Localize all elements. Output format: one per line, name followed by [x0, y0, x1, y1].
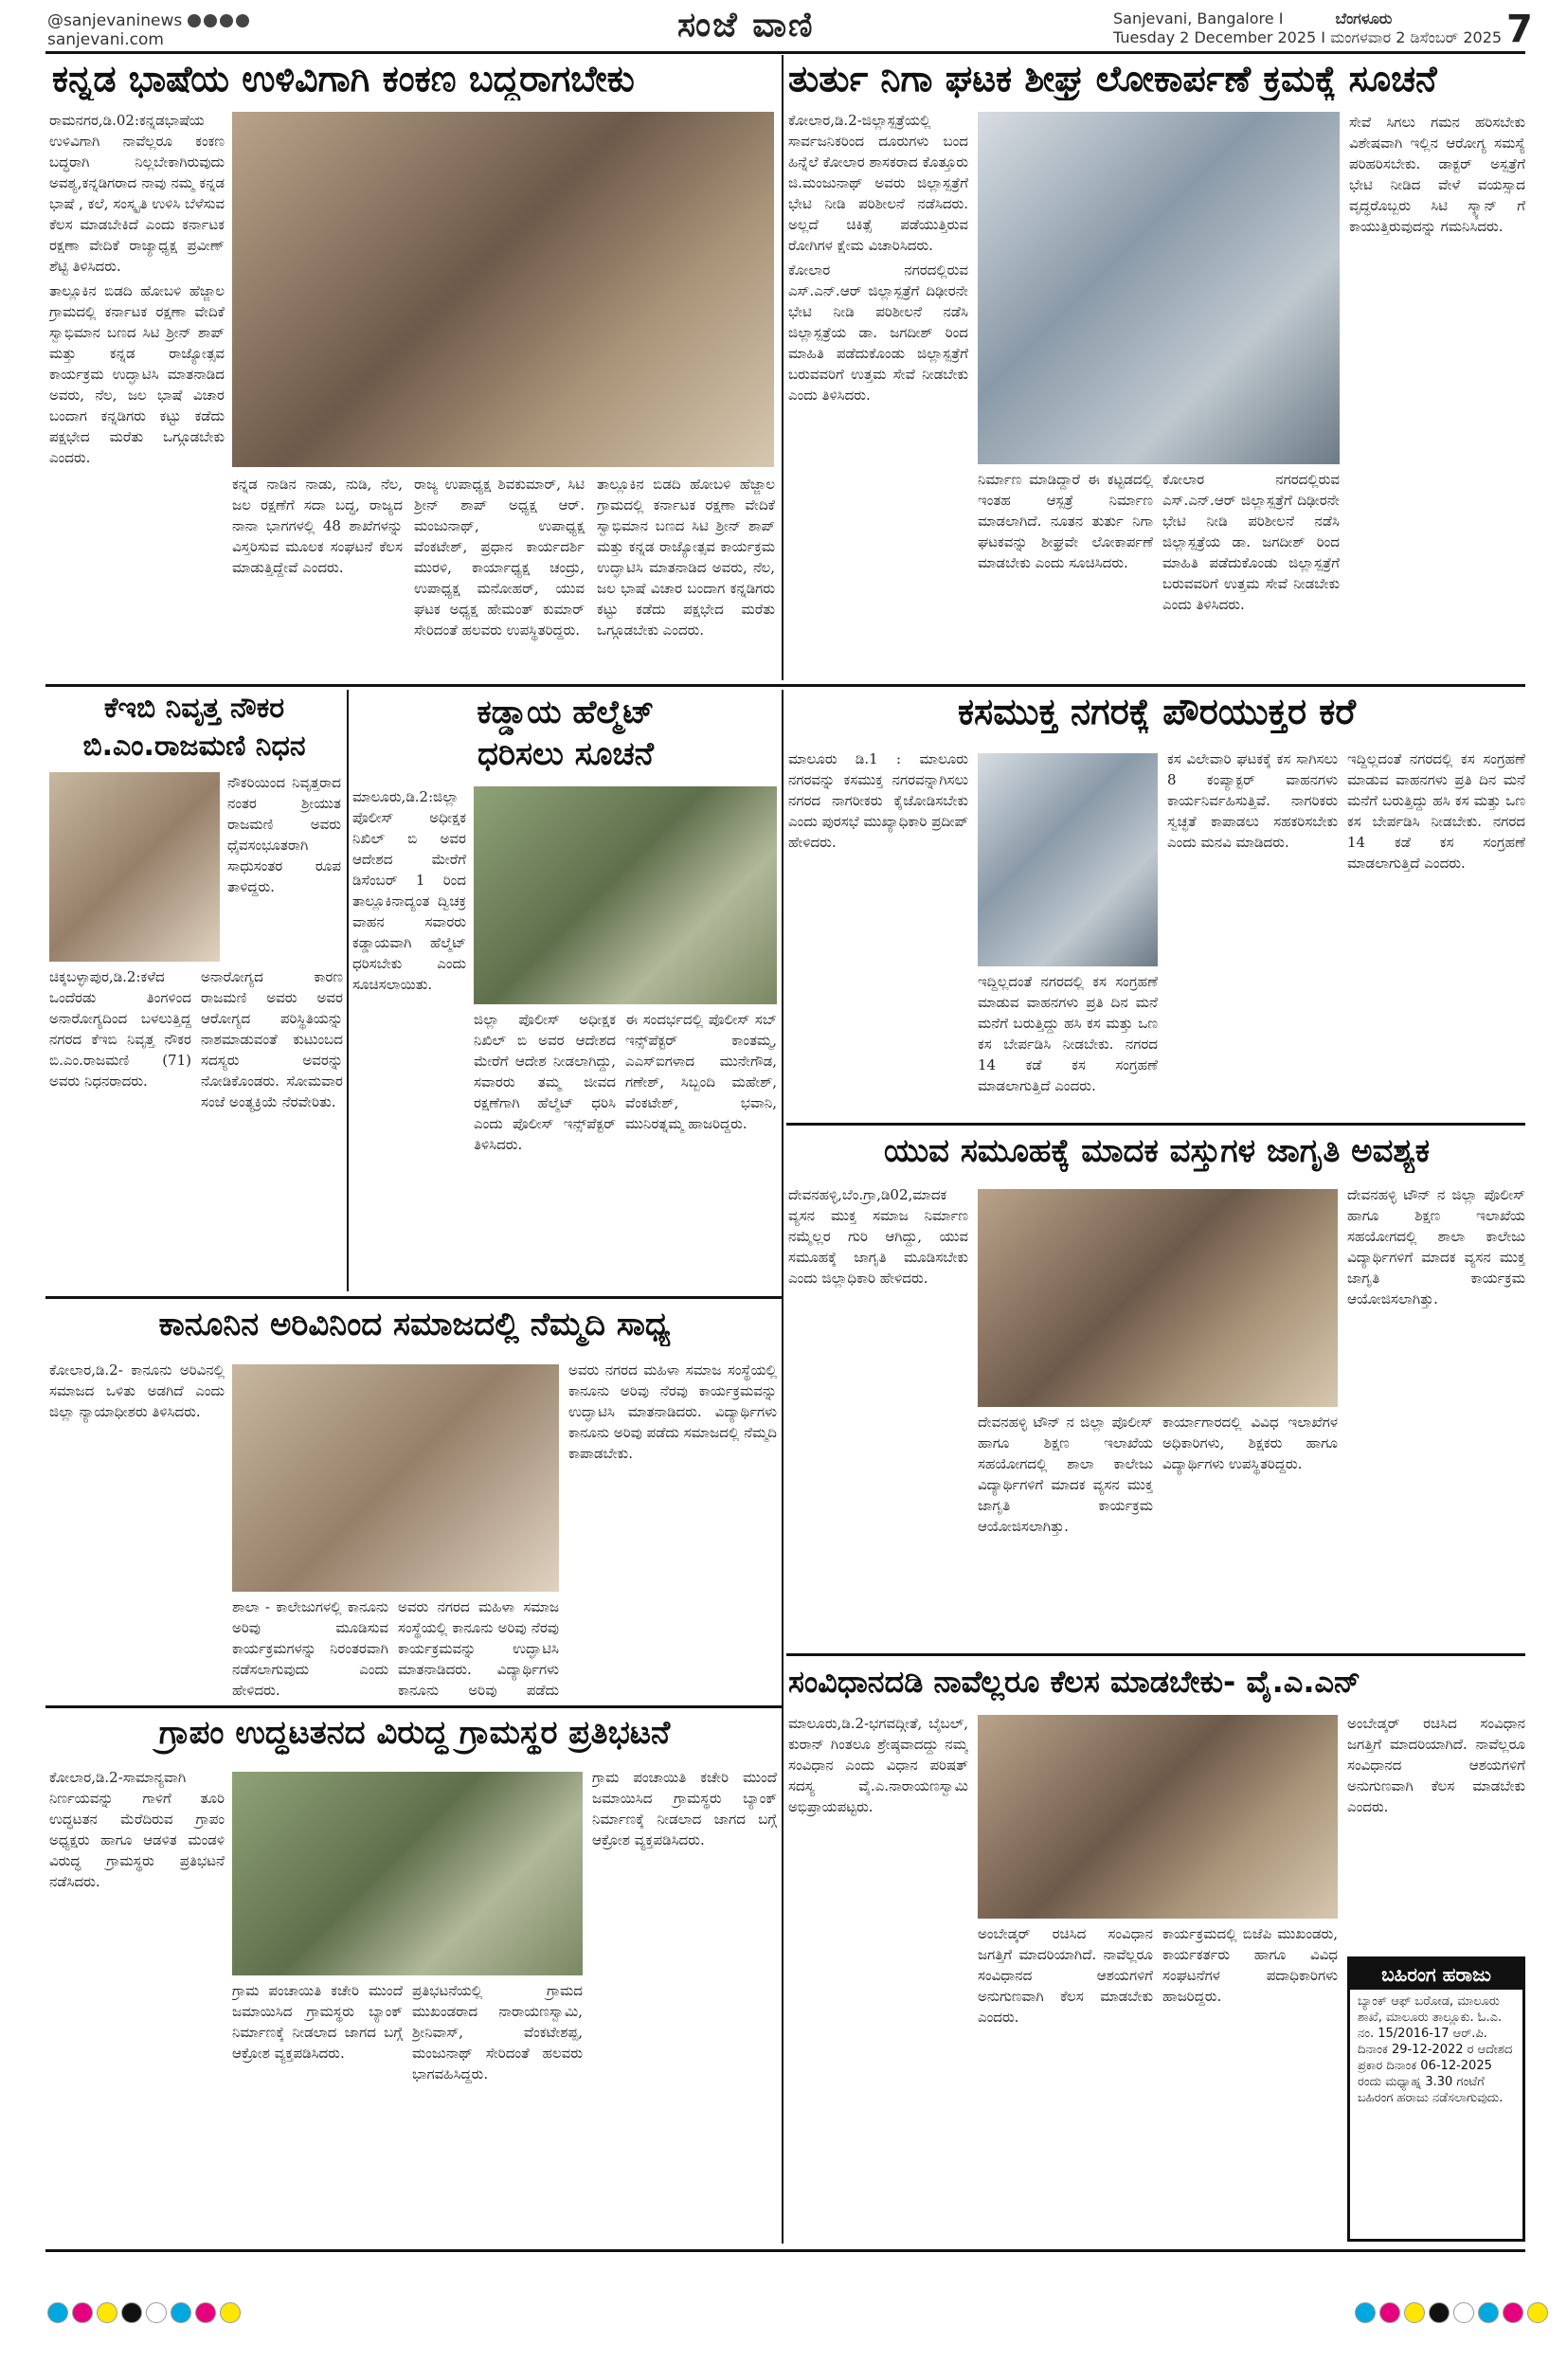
twitter-icon [236, 14, 249, 27]
headline-icu-unit: ತುರ್ತು ನಿಗಾ ಘಟಕ ಶೀಘ್ರ ಲೋಕಾರ್ಪಣೆ ಕ್ರಮಕ್ಕೆ ಸೂಚನೆ [788, 58, 1437, 99]
headline-drug-awareness: ಯುವ ಸಮೂಹಕ್ಕೆ ಮಾದಕ ವಸ್ತುಗಳ ಜಾಗೃತಿ ಅವಶ್ಯಕ [883, 1132, 1431, 1170]
registration-dot [1355, 2302, 1376, 2323]
registration-marks-right [1355, 2302, 1552, 2327]
footer-rule [45, 2249, 1525, 2252]
registration-dot [1503, 2302, 1523, 2323]
law-col-1: ಕೋಲಾರ,ಡಿ.2- ಕಾನೂನು ಅರಿವಿನಲ್ಲಿ ಸಮಾಜದ ಒಳಿತು ಅಡಗಿದೆ ಎಂದು ಜಿಲ್ಲಾ ನ್ಯಾಯಾಧೀಶರು ತಿಳಿಸಿದರು. [49, 1361, 225, 1420]
garbage-col-2: ಇದ್ದಿಲ್ಲದಂತೆ ನಗರದಲ್ಲಿ ಕಸ ಸಂಗ್ರಹಣೆ ಮಾಡುವ ವಾಹನಗಳು ಪ್ರತಿ ದಿನ ಮನೆ ಮನೆಗೆ ಬರುತ್ತಿದ್ದು ಹಸಿ ಕಸ ಮತ್ತು ಒಣ ಕಸ ಬೇರ್ಪಡಿಸಿ ನೀಡಬೇಕು. ನಗರದ 14 ಕಡೆ ಕಸ ಸಂಗ್ರಹಣೆ ಮಾಡಲಾಗುತ್ತಿದೆ ಎಂದರು. [978, 973, 1158, 1094]
protest-col-4: ಗ್ರಾಮ ಪಂಚಾಯಿತಿ ಕಚೇರಿ ಮುಂದೆ ಜಮಾಯಿಸಿದ ಗ್ರಾಮಸ್ಥರು ಬ್ಯಾಂಕ್ ನಿರ್ಮಾಣಕ್ಕೆ ನೀಡಲಾದ ಜಾಗದ ಬಗ್ಗೆ ಆಕ್ರೋಶ ವ್ಯಕ್ತಪಡಿಸಿದರು. [592, 1769, 777, 1848]
obituary-col-3: ಅನಾರೋಗ್ಯದ ಕಾರಣ ರಾಜಮಣಿ ಅವರು ಅವರ ಆರೋಗ್ಯದ ಪರಿಸ್ಥಿತಿಯನ್ನು ನಾಶಮಾಡುವಂತೆ ಕುಟುಂಬದ ಸದಸ್ಯರು ಅವರನ್ನು ನೋಡಿಕೊಂಡರು. ಸೋಮವಾರ ಸಂಜೆ ಅಂತ್ಯಕ್ರಿಯೆ ನೆರವೇರಿತು. [201, 968, 343, 1110]
article-1-col-2: ಕನ್ನಡ ನಾಡಿನ ನಾಡು, ನುಡಿ, ನೆಲ, ಜಲ ರಕ್ಷಣೆಗೆ ಸದಾ ಬದ್ಧ, ರಾಜ್ಯದ ನಾನಾ ಭಾಗಗಳಲ್ಲಿ 48 ಶಾಖೆಗಳನ್ನು ವಿಸ್ತರಿಸುವ ಮೂಲಕ ಸಂಘಟನೆ ಕೆಲಸ ಮಾಡುತ್ತಿದ್ದೇವೆ ಎಂದರು. [232, 476, 403, 576]
masthead: ಸಂಜೆ ವಾಣಿ [677, 6, 815, 45]
photo-constitution-event [978, 1715, 1338, 1919]
drugs-col-4: ದೇವನಹಳ್ಳಿ ಟೌನ್ ನ ಜಿಲ್ಲಾ ಪೊಲೀಸ್ ಹಾಗೂ ಶಿಕ್ಷಣ ಇಲಾಖೆಯ ಸಹಯೋಗದಲ್ಲಿ ಶಾಲಾ ಕಾಲೇಜು ವಿದ್ಯಾರ್ಥಿಗಳಿಗೆ ಮಾದಕ ವ್ಯಸನ ಮುಕ್ತ ಜಾಗೃತಿ ಕಾರ್ಯಕ್ರಮ ಆಯೋಜಿಸಲಾಗಿತ್ತು. [1347, 1186, 1525, 1307]
facebook-icon [188, 14, 201, 27]
helmet-col-3: ಈ ಸಂದರ್ಭದಲ್ಲಿ ಪೊಲೀಸ್ ಸಬ್ ಇನ್ಸ್‌ಪೆಕ್ಟರ್ ಕಾಂತಮ್ಮ, ಎಎಸ್‌ಐಗಳಾದ ಮುನೇಗೌಡ, ಗಣೇಶ್, ಸಿಬ್ಬಂದಿ ಮಹೇಶ್, ವೆಂಕಟೇಶ್, ಭವಾನಿ, ಮುನಿರತ್ನಮ್ಮ ಹಾಜರಿದ್ದರು. [625, 1011, 777, 1132]
law-col-4: ಅವರು ನಗರದ ಮಹಿಳಾ ಸಮಾಜ ಸಂಸ್ಥೆಯಲ್ಲಿ ಕಾನೂನು ಅರಿವು ನೆರವು ಕಾರ್ಯಕ್ರಮವನ್ನು ಉದ್ಘಾಟಿಸಿ ಮಾತನಾಡಿದರು. ವಿದ್ಯಾರ್ಥಿಗಳು ಕಾನೂನು ಅರಿವು ಪಡೆದು ಸಮಾಜದಲ್ಲಿ ನೆಮ್ಮದಿ ಕಾಪಾಡಬೇಕು. [568, 1361, 777, 1462]
instagram-icon [204, 14, 217, 27]
registration-dot [97, 2302, 117, 2323]
obituary-headline [47, 690, 341, 766]
constitution-col-2: ಅಂಬೇಡ್ಕರ್ ರಚಿಸಿದ ಸಂವಿಧಾನ ಜಗತ್ತಿಗೆ ಮಾದರಿಯಾಗಿದೆ. ನಾವೆಲ್ಲರೂ ಸಂವಿಧಾನದ ಆಶಯಗಳಿಗೆ ಅನುಗುಣವಾಗಿ ಕೆಲಸ ಮಾಡಬೇಕು ಎಂದರು. [978, 1925, 1153, 2026]
edition: Sanjevani, Bangalore I [1113, 9, 1284, 27]
photo-hospital-visit [978, 112, 1340, 464]
section-rule [45, 1705, 783, 1708]
paragraph: ಕೋಲಾರ ನಗರದಲ್ಲಿರುವ ಎಸ್.ಎನ್.ಆರ್ ಜಿಲ್ಲಾಸ್ಪತ್ರೆಗೆ ದಿಢೀರನೇ ಭೇಟಿ ನೀಡಿ ಪರಿಶೀಲನೆ ನಡೆಸಿ ಜಿಲ್ಲಾಸ್ಪತ್ರೆಯ ಡಾ. ಜಗದೀಶ್ ರಿಂದ ಮಾಹಿತಿ ಪಡೆದುಕೊಂಡು ಜಿಲ್ಲಾಸ್ಪತ್ರೆಗೆ ಬರುವವರಿಗೆ ಉತ್ತಮ ಸೇವೆ ನೀಡಬೇಕು ಎಂದು ತಿಳಿಸಿದರು. [788, 261, 968, 404]
headline-garbage-free: ಕಸಮುಕ್ತ ನಗರಕ್ಕೆ ಪೌರಯುಕ್ತರ ಕರೆ [957, 691, 1357, 732]
city: ಬೆಂಗಳೂರು [1335, 9, 1393, 27]
headline-helmet-2: ಧರಿಸಲು ಸೂಚನೆ [477, 735, 654, 773]
law-col-2: ಶಾಲಾ - ಕಾಲೇಜುಗಳಲ್ಲಿ ಕಾನೂನು ಅರಿವು ಮೂಡಿಸುವ ಕಾರ್ಯಕ್ರಮಗಳನ್ನು ನಿರಂತರವಾಗಿ ನಡೆಸಲಾಗುವುದು ಎಂದು ಹೇಳಿದರು. [232, 1598, 388, 1699]
column-divider [782, 690, 784, 2244]
photo-police-helmet [474, 786, 777, 1004]
headline-constitution: ಸಂವಿಧಾನದಡಿ ನಾವೆಲ್ಲರೂ ಕೆಲಸ ಮಾಡಬೇಕು- ವೈ.ಎ.ಎನ್ [788, 1664, 1361, 1700]
obituary-col-1: ನೌಕರಿಯಿಂದ ನಿವೃತ್ತರಾದ ನಂತರ ಶ್ರೀಯುತ ರಾಜಮಣಿ ಅವರು ಧೈವಸಂಭೂತರಾಗಿ ಸಾಧುಸಂತರ ರೂಪ ತಾಳಿದ್ದರು. [227, 774, 341, 895]
date-en: Tuesday 2 December 2025 [1113, 28, 1317, 46]
section-rule [786, 1123, 1525, 1126]
headline-kannada-language: ಕನ್ನಡ ಭಾಷೆಯ ಉಳಿವಿಗಾಗಿ ಕಂಕಣ ಬದ್ಧರಾಗಬೇಕು [52, 58, 635, 99]
registration-dot [220, 2302, 241, 2323]
article-1-col-3: ರಾಜ್ಯ ಉಪಾಧ್ಯಕ್ಷ ಶಿವಕುಮಾರ್, ಸಿಟಿ ಶ್ರೀನ್ ಶಾಪ್ ಅಧ್ಯಕ್ಷ ಆರ್. ಮಂಜುನಾಥ್, ಉಪಾಧ್ಯಕ್ಷ ವೆಂಕಟೇಶ್, ಪ್ರಧಾನ ಕಾರ್ಯದರ್ಶಿ ಮುರಳಿ, ಕಾರ್ಯಾಧ್ಯಕ್ಷ ಚಂದ್ರು, ಉಪಾಧ್ಯಕ್ಷ ಮನೋಹರ್, ಯುವ ಘಟಕ ಅಧ್ಯಕ್ಷ ಹೇಮಂತ್ ಕುಮಾರ್ ಸೇರಿದಂತೆ ಹಲವರು ಉಪಸ್ಥಿತರಿದ್ದರು. [414, 476, 585, 639]
article-2-col-4: ಸೇವೆ ಸಿಗಲು ಗಮನ ಹರಿಸಬೇಕು ವಿಶೇಷವಾಗಿ ಇಲ್ಲಿನ ಆರೋಗ್ಯ ಸಮಸ್ಯೆ ಪರಿಹರಿಸಬೇಕು. ಡಾಕ್ಟರ್ ಅಸ್ಪತ್ರೆಗೆ ಭೇಟಿ ನೀಡಿದ ವೇಳೆ ವಯಸ್ಸಾದ ವೃದ್ಧರೊಬ್ಬರು ಸಿಟಿ ಸ್ಕ್ಯಾನ್ ಗೆ ಕಾಯುತ್ತಿರುವುದನ್ನು ಗಮನಿಸಿದರು. [1349, 114, 1525, 235]
header-rule [45, 51, 1525, 54]
handle: @sanjevaninews [47, 11, 183, 30]
header-right: Sanjevani, Bangalore I ಬೆಂಗಳೂರು Tuesday 2 December 2025 I ಮಂಗಳವಾರ 2 ಡಿಸೆಂಬರ್ 2025 [1113, 9, 1503, 46]
garbage-col-4: ಇದ್ದಿಲ್ಲದಂತೆ ನಗರದಲ್ಲಿ ಕಸ ಸಂಗ್ರಹಣೆ ಮಾಡುವ ವಾಹನಗಳು ಪ್ರತಿ ದಿನ ಮನೆ ಮನೆಗೆ ಬರುತ್ತಿದ್ದು ಹಸಿ ಕಸ ಮತ್ತು ಒಣ ಕಸ ಬೇರ್ಪಡಿಸಿ ನೀಡಬೇಕು. ನಗರದ 14 ಕಡೆ ಕಸ ಸಂಗ್ರಹಣೆ ಮಾಡಲಾಗುತ್ತಿದೆ ಎಂದರು. [1347, 750, 1525, 872]
registration-dot [72, 2302, 93, 2323]
headline-rajamani: ಬಿ.ಎಂ.ರಾಜಮಣಿ ನಿಧನ [82, 730, 306, 763]
article-1-col-4: ತಾಲ್ಲೂಕಿನ ಬಿಡದಿ ಹೋಬಳಿ ಹೆಜ್ಜಾಲ ಗ್ರಾಮದಲ್ಲಿ ಕರ್ನಾಟಕ ರಕ್ಷಣಾ ವೇದಿಕೆ ಸ್ವಾಭಿಮಾನ ಬಣದ ಸಿಟಿ ಶ್ರೀನ್ ಶಾಪ್ ಮತ್ತು ಕನ್ನಡ ರಾಜ್ಯೋತ್ಸವ ಕಾರ್ಯಕ್ರಮ ಉದ್ಘಾಟಿಸಿ ಮಾತನಾಡಿದ ಅವರು, ನೆಲ, ಜಲ ಭಾಷೆ ವಿಚಾರ ಬಂದಾಗ ಕನ್ನಡಿಗರು ಕಟ್ಟು ಕಡೆದು ಪಕ್ಷಭೇದ ಮರೆತು ಒಗ್ಗೂಡಬೇಕು ಎಂದರು. [597, 476, 775, 639]
registration-dot [1404, 2302, 1425, 2323]
photo-law-event [232, 1364, 559, 1592]
article-2-col-1 [788, 110, 968, 678]
headline-law-awareness: ಕಾನೂನಿನ ಅರಿವಿನಿಂದ ಸಮಾಜದಲ್ಲಿ ನೆಮ್ಮದಿ ಸಾಧ್ಯ [158, 1306, 671, 1343]
registration-dot [1429, 2302, 1450, 2323]
date-kn: ಮಂಗಳವಾರ 2 ಡಿಸೆಂಬರ್ 2025 [1330, 28, 1503, 46]
notice-text: ಬ್ಯಾಂಕ್ ಆಫ್ ಬರೋಡ, ಮಾಲೂರು ಶಾಖೆ, ಮಾಲೂರು ತಾಲ್ಲೂಕು. ಓ.ಎ. ನಂ. 15/2016-17 ಆರ್.ಪಿ. ದಿನಾಂಕ 29-12-2022 ರ ಆದೇಶದ ಪ್ರಕಾರ ದಿನಾಂಕ 06-12-2025 ರಂದು ಮಧ್ಯಾಹ್ನ 3.30 ಗಂಟೆಗೆ ಬಹಿರಂಗ ಹರಾಜು ನಡೆಸಲಾಗುವುದು. [1358, 1994, 1513, 2105]
registration-dot [47, 2302, 68, 2323]
registration-marks-left [47, 2302, 244, 2327]
registration-dot [171, 2302, 191, 2323]
law-col-3: ಅವರು ನಗರದ ಮಹಿಳಾ ಸಮಾಜ ಸಂಸ್ಥೆಯಲ್ಲಿ ಕಾನೂನು ಅರಿವು ನೆರವು ಕಾರ್ಯಕ್ರಮವನ್ನು ಉದ್ಘಾಟಿಸಿ ಮಾತನಾಡಿದರು. ವಿದ್ಯಾರ್ಥಿಗಳು ಕಾನೂನು ಅರಿವು ಪಡೆದು [398, 1598, 559, 1699]
protest-col-1: ಕೋಲಾರ,ಡಿ.2-ಸಾಮಾನ್ಯವಾಗಿ ನಿರ್ಣಯವನ್ನು ಗಾಳಿಗೆ ತೂರಿ ಉದ್ಧಟತನ ಮೆರೆದಿರುವ ಗ್ರಾಪಂ ಅಧ್ಯಕ್ಷರು ಹಾಗೂ ಆಡಳಿತ ಮಂಡಳಿ ವಿರುದ್ಧ ಗ್ರಾಮಸ್ಥರು ಪ್ರತಿಭಟನೆ ನಡೆಸಿದರು. [49, 1769, 225, 1890]
obituary-col-2: ಚಿಕ್ಕಬಳ್ಳಾಪುರ,ಡಿ.2:ಕಳೆದ ಒಂದೆರಡು ತಿಂಗಳಿಂದ ಅನಾರೋಗ್ಯದಿಂದ ಬಳಲುತ್ತಿದ್ದ ನಗರದ ಕೆಇಬಿ ನಿವೃತ್ತ ನೌಕರ ಬಿ.ಎಂ.ರಾಜಮಣಿ (71) ಅವರು ನಿಧನರಾದರು. [49, 968, 191, 1090]
drugs-col-1: ದೇವನಹಳ್ಳಿ,ಬೆಂ.ಗ್ರಾ,ಡಿ02,ಮಾದಕ ವ್ಯಸನ ಮುಕ್ತ ಸಮಾಜ ನಿರ್ಮಾಣ ನಮ್ಮೆಲ್ಲರ ಗುರಿ ಆಗಿದ್ದು, ಯುವ ಸಮೂಹಕ್ಕೆ ಜಾಗೃತಿ ಮೂಡಿಸಬೇಕು ಎಂದು ಜಿಲ್ಲಾಧಿಕಾರಿ ಹೇಳಿದರು. [788, 1186, 968, 1287]
paragraph: ಕೋಲಾರ,ಡಿ.2-ಜಿಲ್ಲಾಸ್ಪತ್ರೆಯಲ್ಲಿ ಸಾರ್ವಜನಿಕರಿಂದ ದೂರುಗಳು ಬಂದ ಹಿನ್ನೆಲೆ ಕೋಲಾರ ಶಾಸಕರಾದ ಕೊತ್ತೂರು ಜಿ.ಮಂಜುನಾಥ್ ಅವರು ಜಿಲ್ಲಾಸ್ಪತ್ರೆಗೆ ಭೇಟಿ ನೀಡಿ ಪರಿಶೀಲನೆ ನಡೆಸಿದರು. ಅಲ್ಲದೆ ಚಿಕಿತ್ಸೆ ಪಡೆಯುತ್ತಿರುವ ರೋಗಿಗಳ ಕ್ಷೇಮ ವಿಚಾರಿಸಿದರು. [788, 112, 968, 254]
photo-rajamani [49, 772, 220, 962]
section-rule [45, 1296, 783, 1299]
youtube-icon [220, 14, 233, 27]
helmet-col-1: ಮಾಲೂರು,ಡಿ.2:ಜಿಲ್ಲಾ ಪೊಲೀಸ್ ಅಧೀಕ್ಷಕ ನಿಖಿಲ್ ಬಿ ಅವರ ಆದೇಶದ ಮೇರೆಗೆ ಡಿಸೆಂಬರ್ 1 ರಿಂದ ತಾಲ್ಲೂಕಿನಾದ್ಯಂತ ದ್ವಿಚಕ್ರ ವಾಹನ ಸವಾರರು ಕಡ್ಡಾಯವಾಗಿ ಹೆಲ್ಮೆಟ್ ಧರಿಸಬೇಕು ಎಂದು ಸೂಚಿಸಲಾಯಿತು. [352, 788, 466, 993]
notice-title: ಬಹಿರಂಗ ಹರಾಜು [1350, 1959, 1522, 1990]
garbage-col-3: ಕಸ ವಿಲೇವಾರಿ ಘಟಕಕ್ಕೆ ಕಸ ಸಾಗಿಸಲು 8 ಕಂಪ್ಯಾಕ್ಟರ್ ವಾಹನಗಳು ಕಾರ್ಯನಿರ್ವಹಿಸುತ್ತಿವೆ. ನಾಗರಿಕರು ಸ್ವಚ್ಛತೆ ಕಾಪಾಡಲು ಸಹಕರಿಸಬೇಕು ಎಂದು ಮನವಿ ಮಾಡಿದರು. [1167, 750, 1338, 851]
photo-protest [232, 1772, 583, 1975]
registration-dot [195, 2302, 216, 2323]
constitution-col-3: ಕಾರ್ಯಕ್ರಮದಲ್ಲಿ ಬಿಜೆಪಿ ಮುಖಂಡರು, ಕಾರ್ಯಕರ್ತರು ಹಾಗೂ ವಿವಿಧ ಸಂಘಟನೆಗಳ ಪದಾಧಿಕಾರಿಗಳು ಹಾಜರಿದ್ದರು. [1162, 1925, 1338, 2005]
page-number: 7 [1506, 8, 1533, 51]
protest-col-2: ಗ್ರಾಮ ಪಂಚಾಯಿತಿ ಕಚೇರಿ ಮುಂದೆ ಜಮಾಯಿಸಿದ ಗ್ರಾಮಸ್ಥರು ಬ್ಯಾಂಕ್ ನಿರ್ಮಾಣಕ್ಕೆ ನೀಡಲಾದ ಜಾಗದ ಬಗ್ಗೆ ಆಕ್ರೋಶ ವ್ಯಕ್ತಪಡಿಸಿದರು. [232, 1982, 403, 2062]
section-rule [786, 1653, 1525, 1656]
protest-col-3: ಪ್ರತಿಭಟನೆಯಲ್ಲಿ ಗ್ರಾಮದ ಮುಖಂಡರಾದ ನಾರಾಯಣಸ್ವಾಮಿ, ಶ್ರೀನಿವಾಸ್, ವೆಂಕಟೇಶಪ್ಪ, ಮಂಜುನಾಥ್ ಸೇರಿದಂತೆ ಹಲವರು ಭಾಗವಹಿಸಿದ್ದರು. [412, 1982, 583, 2082]
paragraph: ರಾಮನಗರ,ಡಿ.02:ಕನ್ನಡಭಾಷೆಯ ಉಳಿವಿಗಾಗಿ ನಾವೆಲ್ಲರೂ ಕಂಕಣ ಬದ್ಧರಾಗಿ ನಿಲ್ಲಬೇಕಾಗಿರುವುದು ಅವಶ್ಯ,ಕನ್ನಡಿಗರಾದ ನಾವು ನಮ್ಮ ಕನ್ನಡ ಭಾಷೆ , ಕಲೆ, ಸಂಸ್ಕೃತಿ ಉಳಿಸಿ ಬೆಳೆಸುವ ಕೆಲಸ ಮಾಡಬೇಕಿದೆ ಎಂದು ಕರ್ನಾಟಕ ರಕ್ಷಣಾ ವೇದಿಕೆ ರಾಜ್ಯಾಧ್ಯಕ್ಷ ಪ್ರವೀಣ್ ಶೆಟ್ಟಿ ತಿಳಿಸಿದರು. [49, 112, 225, 275]
column-divider [782, 55, 784, 680]
registration-dot [146, 2302, 167, 2323]
auction-notice [1347, 1956, 1525, 2242]
drugs-col-3: ಕಾರ್ಯಾಗಾರದಲ್ಲಿ ವಿವಿಧ ಇಲಾಖೆಗಳ ಅಧಿಕಾರಿಗಳು, ಶಿಕ್ಷಕರು ಹಾಗೂ ವಿದ್ಯಾರ್ಥಿಗಳು ಉಪಸ್ಥಿತರಿದ್ದರು. [1162, 1414, 1338, 1472]
website: sanjevani.com [47, 30, 164, 49]
constitution-col-1: ಮಾಲೂರು,ಡಿ.2-ಭಗವದ್ಗೀತೆ, ಬೈಬಲ್, ಕುರಾನ್ ಗಿಂತಲೂ ಶ್ರೇಷ್ಠವಾದದ್ದು ನಮ್ಮ ಸಂವಿಧಾನ ಎಂದು ವಿಧಾನ ಪರಿಷತ್ ಸದಸ್ಯ ವೈ.ಎ.ನಾರಾಯಣಸ್ವಾಮಿ ಅಭಿಪ್ರಾಯಪಟ್ಟರು. [788, 1715, 968, 1815]
article-2-col-2: ನಿರ್ಮಾಣ ಮಾಡಿದ್ದಾರೆ ಈ ಕಟ್ಟಡದಲ್ಲಿ ಇಂತಹ ಆಸ್ಪತ್ರೆ ನಿರ್ಮಾಣ ಮಾಡಲಾಗಿದೆ. ನೂತನ ತುರ್ತು ನಿಗಾ ಘಟಕವನ್ನು ಶೀಘ್ರವೇ ಲೋಕಾರ್ಪಣೆ ಮಾಡಬೇಕು ಎಂದು ಸೂಚಿಸಿದರು. [978, 471, 1153, 571]
registration-dot [1478, 2302, 1499, 2323]
article-2-col-3: ಕೋಲಾರ ನಗರದಲ್ಲಿರುವ ಎಸ್.ಎನ್.ಆರ್ ಜಿಲ್ಲಾಸ್ಪತ್ರೆಗೆ ದಿಢೀರನೇ ಭೇಟಿ ನೀಡಿ ಪರಿಶೀಲನೆ ನಡೆಸಿ ಜಿಲ್ಲಾಸ್ಪತ್ರೆಯ ಡಾ. ಜಗದೀಶ್ ರಿಂದ ಮಾಹಿತಿ ಪಡೆದುಕೊಂಡು ಜಿಲ್ಲಾಸ್ಪತ್ರೆಗೆ ಬರುವವರಿಗೆ ಉತ್ತಮ ಸೇವೆ ನೀಡಬೇಕು ಎಂದು ತಿಳಿಸಿದರು. [1162, 471, 1340, 613]
constitution-col-4: ಅಂಬೇಡ್ಕರ್ ರಚಿಸಿದ ಸಂವಿಧಾನ ಜಗತ್ತಿಗೆ ಮಾದರಿಯಾಗಿದೆ. ನಾವೆಲ್ಲರೂ ಸಂವಿಧಾನದ ಆಶಯಗಳಿಗೆ ಅನುಗುಣವಾಗಿ ಕೆಲಸ ಮಾಡಬೇಕು ಎಂದರು. [1347, 1715, 1525, 1815]
helmet-col-2: ಜಿಲ್ಲಾ ಪೊಲೀಸ್ ಅಧೀಕ್ಷಕ ನಿಖಿಲ್ ಬಿ ಅವರ ಆದೇಶದ ಮೇರೆಗೆ ಆದೇಶ ನೀಡಲಾಗಿದ್ದು, ಸವಾರರು ತಮ್ಮ ಜೀವದ ರಕ್ಷಣೆಗಾಗಿ ಹೆಲ್ಮೆಟ್ ಧರಿಸಿ ಎಂದು ಪೊಲೀಸ್ ಇನ್ಸ್‌ಪೆಕ್ಟರ್ ತಿಳಿಸಿದರು. [474, 1011, 616, 1153]
headline-keb-retired: ಕೆಇಬಿ ನಿವೃತ್ತ ನೌಕರ [103, 692, 285, 725]
registration-dot [1453, 2302, 1474, 2323]
headline-protest: ಗ್ರಾಪಂ ಉದ್ಧಟತನದ ವಿರುದ್ಧ ಗ್ರಾಮಸ್ಥರ ಪ್ರತಿಭಟನೆ [158, 1714, 671, 1752]
registration-dot [1379, 2302, 1400, 2323]
registration-dot [121, 2302, 142, 2323]
article-1-col-1 [49, 110, 225, 702]
paragraph: ತಾಲ್ಲೂಕಿನ ಬಿಡದಿ ಹೋಬಳಿ ಹೆಜ್ಜಾಲ ಗ್ರಾಮದಲ್ಲಿ ಕರ್ನಾಟಕ ರಕ್ಷಣಾ ವೇದಿಕೆ ಸ್ವಾಭಿಮಾನ ಬಣದ ಸಿಟಿ ಶ್ರೀನ್ ಶಾಪ್ ಮತ್ತು ಕನ್ನಡ ರಾಜ್ಯೋತ್ಸವ ಕಾರ್ಯಕ್ರಮ ಉದ್ಘಾಟಿಸಿ ಮಾತನಾಡಿದ ಅವರು, ನೆಲ, ಜಲ ಭಾಷೆ ವಿಚಾರ ಬಂದಾಗ ಕನ್ನಡಿಗರು ಕಟ್ಟು ಕಡೆದು ಪಕ್ಷಭೇದ ಮರೆತು ಒಗ್ಗೂಡಬೇಕು ಎಂದರು. [49, 282, 225, 466]
photo-officer [978, 753, 1158, 966]
garbage-col-1: ಮಾಲೂರು ಡಿ.1 : ಮಾಲೂರು ನಗರವನ್ನು ಕಸಮುಕ್ತ ನಗರವನ್ನಾಗಿಸಲು ನಗರದ ನಾಗರೀಕರು ಕೈಜೋಡಿಸಬೇಕು ಎಂದು ಪುರಸಭೆ ಮುಖ್ಯಾಧಿಕಾರಿ ಪ್ರದೀಪ್ ಹೇಳಿದರು. [788, 750, 968, 851]
photo-kannada-event [232, 112, 774, 467]
column-divider [347, 690, 349, 1291]
headline-helmet: ಕಡ್ಡಾಯ ಹೆಲ್ಮೆಟ್ [477, 694, 655, 731]
header-left [47, 11, 252, 49]
drugs-col-2: ದೇವನಹಳ್ಳಿ ಟೌನ್ ನ ಜಿಲ್ಲಾ ಪೊಲೀಸ್ ಹಾಗೂ ಶಿಕ್ಷಣ ಇಲಾಖೆಯ ಸಹಯೋಗದಲ್ಲಿ ಶಾಲಾ ಕಾಲೇಜು ವಿದ್ಯಾರ್ಥಿಗಳಿಗೆ ಮಾದಕ ವ್ಯಸನ ಮುಕ್ತ ಜಾಗೃತಿ ಕಾರ್ಯಕ್ರಮ ಆಯೋಜಿಸಲಾಗಿತ್ತು. [978, 1414, 1153, 1535]
photo-drug-awareness [978, 1189, 1338, 1407]
section-rule [45, 684, 1525, 687]
registration-dot [1527, 2302, 1548, 2323]
